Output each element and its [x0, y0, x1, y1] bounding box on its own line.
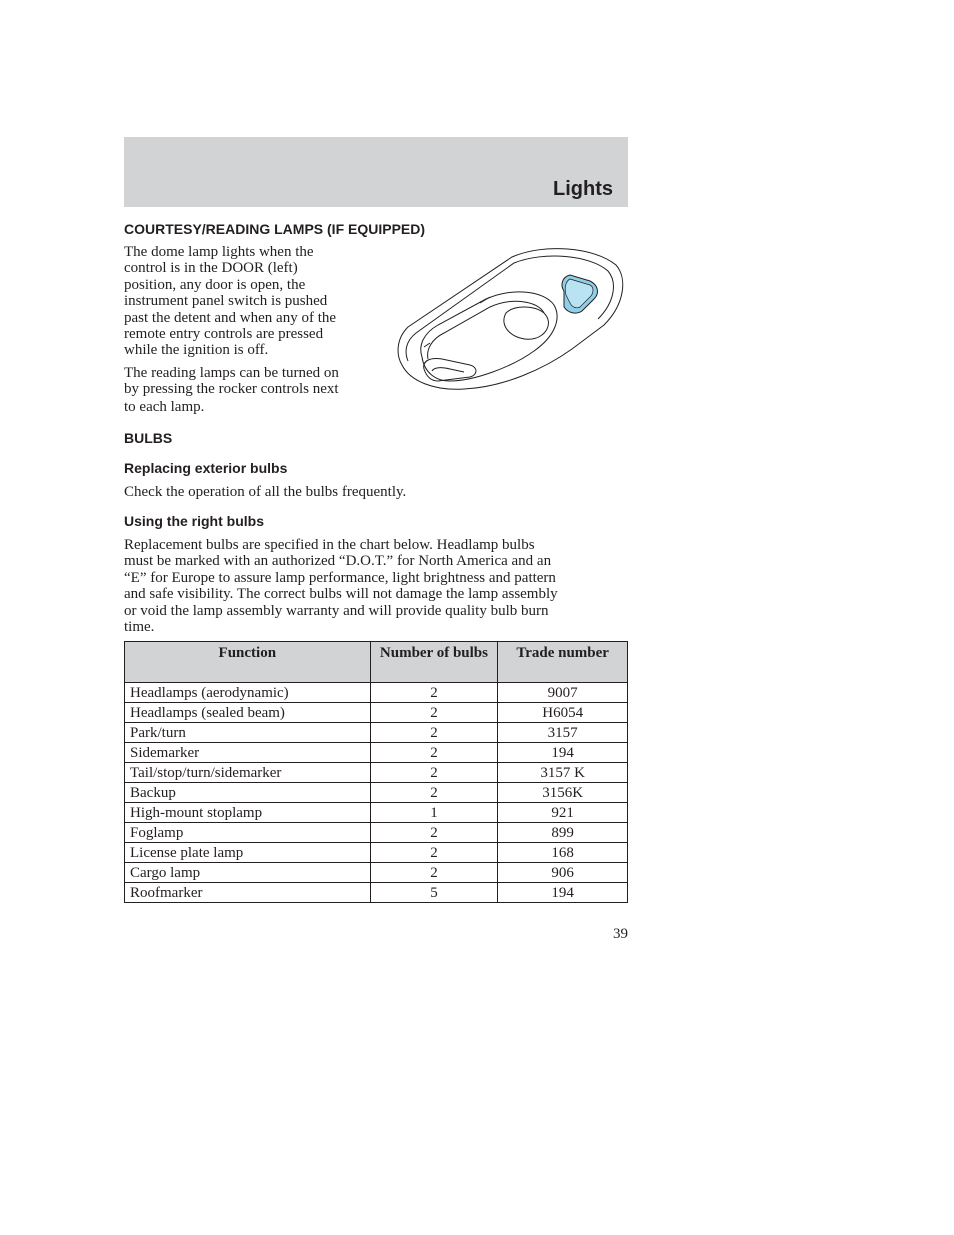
text-line: to each lamp.: [124, 398, 205, 415]
left-lamp-detail: [432, 368, 464, 372]
text-line: remote entry controls are pressed: [124, 326, 324, 343]
dome-lamp-illustration: [394, 247, 626, 392]
text-line: “E” for Europe to assure lamp performance, light brightness and pattern: [124, 569, 556, 586]
header-band: [124, 137, 628, 207]
count-cell: 2: [370, 723, 498, 743]
using-heading: Using the right bulbs: [124, 513, 264, 529]
count-cell: 2: [370, 703, 498, 723]
text-line: while the ignition is off.: [124, 342, 269, 359]
trade-number-cell: 3156K: [498, 783, 628, 803]
bulbs-heading: BULBS: [124, 430, 173, 446]
text-line: The reading lamps can be turned on: [124, 365, 339, 381]
trade-number-cell: 899: [498, 823, 628, 843]
column-header-number-of-bulbs: Number of bulbs: [370, 642, 498, 683]
lens-inner-line: [428, 301, 544, 359]
table-row: [125, 703, 628, 723]
function-cell: Tail/stop/turn/sidemarker: [125, 763, 371, 783]
function-cell: Sidemarker: [125, 743, 371, 763]
function-cell: Roofmarker: [125, 883, 371, 903]
trade-number-cell: 906: [498, 863, 628, 883]
text-line: Replacement bulbs are specified in the chart below. Headlamp bulbs: [124, 537, 535, 553]
table-row: [125, 723, 628, 743]
courtesy-heading: COURTESY/READING LAMPS (IF EQUIPPED): [124, 221, 426, 237]
count-cell: 2: [370, 863, 498, 883]
table-row: [125, 863, 628, 883]
left-reading-lamp: [424, 358, 476, 381]
bulb-table: [124, 641, 628, 903]
table-row: [125, 883, 628, 903]
courtesy-paragraph-2: [124, 365, 384, 415]
table-row: [125, 783, 628, 803]
text-line: time.: [124, 619, 155, 636]
function-cell: Park/turn: [125, 723, 371, 743]
function-cell: Headlamps (aerodynamic): [125, 683, 371, 703]
switch-slot: [480, 297, 490, 303]
table-row: [125, 843, 628, 863]
text-line: or void the lamp assembly warranty and will provide quality bulb burn: [124, 602, 549, 619]
trade-number-cell: H6054: [498, 703, 628, 723]
function-cell: Foglamp: [125, 823, 371, 843]
column-header-trade-number: Trade number: [498, 642, 628, 683]
count-cell: 2: [370, 683, 498, 703]
using-paragraph: [124, 537, 628, 635]
count-cell: 1: [370, 803, 498, 823]
function-cell: High-mount stoplamp: [125, 803, 371, 823]
replacing-heading: Replacing exterior bulbs: [124, 460, 288, 476]
page-number: 39: [613, 926, 628, 942]
count-cell: 2: [370, 783, 498, 803]
trade-number-cell: 168: [498, 843, 628, 863]
count-cell: 2: [370, 823, 498, 843]
table-row: [125, 763, 628, 783]
text-line: by pressing the rocker controls next: [124, 381, 339, 398]
table-header-row: [125, 642, 628, 683]
trade-number-cell: 3157: [498, 723, 628, 743]
trade-number-cell: 9007: [498, 683, 628, 703]
courtesy-paragraph-1: [124, 244, 384, 359]
text-line: The dome lamp lights when the: [124, 244, 314, 260]
right-reading-lamp: [504, 307, 549, 339]
count-cell: 2: [370, 763, 498, 783]
function-cell: Cargo lamp: [125, 863, 371, 883]
count-cell: 5: [370, 883, 498, 903]
text-line: must be marked with an authorized “D.O.T.” for North America and an: [124, 553, 552, 570]
table-row: [125, 823, 628, 843]
text-line: instrument panel switch is pushed: [124, 293, 328, 310]
table-row: [125, 803, 628, 823]
text-line: control is in the DOOR (left): [124, 260, 298, 277]
column-header-function: Function: [125, 642, 371, 683]
text-line: and safe visibility. The correct bulbs will not damage the lamp assembly: [124, 586, 558, 603]
trade-number-cell: 921: [498, 803, 628, 823]
table-row: [125, 743, 628, 763]
rocker-switch-icon: [562, 275, 597, 313]
text-line: past the detent and when any of the: [124, 309, 337, 326]
replacing-text: Check the operation of all the bulbs frequently.: [124, 484, 407, 500]
switch-slot-left: [424, 343, 430, 347]
count-cell: 2: [370, 843, 498, 863]
count-cell: 2: [370, 743, 498, 763]
function-cell: Backup: [125, 783, 371, 803]
page-title: Lights: [553, 178, 613, 200]
function-cell: License plate lamp: [125, 843, 371, 863]
table-row: [125, 683, 628, 703]
trade-number-cell: 194: [498, 883, 628, 903]
trade-number-cell: 194: [498, 743, 628, 763]
trade-number-cell: 3157 K: [498, 763, 628, 783]
function-cell: Headlamps (sealed beam): [125, 703, 371, 723]
text-line: position, any door is open, the: [124, 276, 306, 293]
housing-outline: [398, 249, 623, 390]
